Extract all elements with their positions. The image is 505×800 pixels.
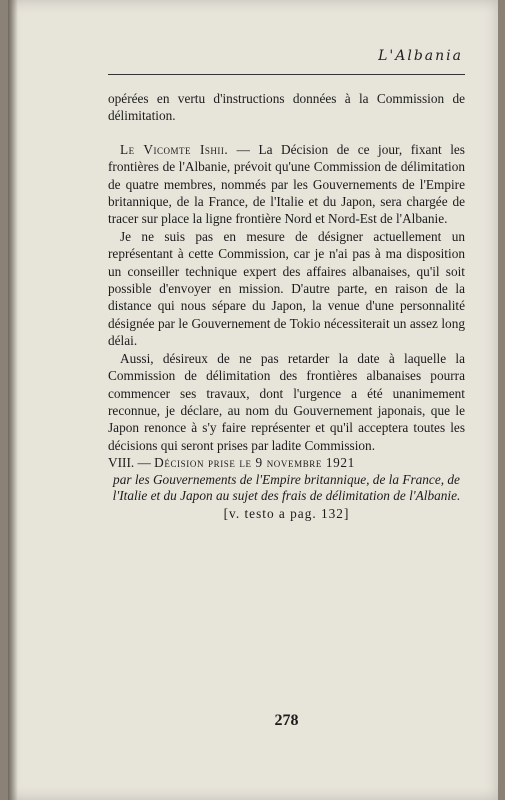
paragraph-declaration: Aussi, désireux de ne pas retarder la date à laquelle la Commission de délimitation des frontières albanaises pourra commencer ses travaux, dont l'urgence a été unanimement reconnue, je déclare, au nom du Gouvernement japonais, que le Japon renonce à s'y faire représenter et qu'il acceptera toutes les décisions qui seront prises par ladite Commission.	[108, 350, 465, 453]
running-head: L'Albania	[378, 48, 463, 64]
paragraph-continuation: opérées en vertu d'instructions données à la Commission de délimitation.	[108, 91, 465, 124]
page-body	[108, 90, 465, 522]
section-title: Décision prise le 9 novembre 1921	[154, 455, 355, 471]
header-rule	[108, 74, 465, 75]
page-gutter-shadow	[8, 0, 18, 800]
paragraph-representative: Je ne suis pas en mesure de désigner actuellement un représentant à cette Commission, car je n'ai pas à ma disposition un conseiller technique expert des affaires albanaises, qu'il soit possible d'envoyer en mission. D'autre parte, en raison de la distance qui nous sépare du Japon, la venue d'une personnalité désignée par le Gouvernement de Tokio nécessiterait un assez long délai.	[108, 228, 465, 349]
book-page	[8, 0, 498, 800]
section-subtitle: par les Gouvernements de l'Empire britannique, de la France, de l'Italie et du Japon au sujet des frais de délimitation de l'Albanie.	[112, 471, 461, 504]
speaker-name: Le Vicomte Ishii.	[120, 141, 229, 157]
text-reference: [v. testo a pag. 132]	[223, 505, 350, 521]
statement-text: — La Décision de ce jour, fixant les frontières de l'Albanie, prévoit qu'une Commission de délimitation de quatre membres, nommés par les Gouvernements de l'Empire britannique, de la France, de l'Italie et du Japon, sera chargée de tracer sur place la ligne frontière Nord et Nord-Est de l'Albanie.	[108, 141, 465, 227]
page-number: 278	[274, 712, 299, 729]
paragraph-gap	[108, 125, 465, 141]
section-number: VIII. —	[108, 455, 155, 471]
paragraph-ishii-statement	[108, 141, 465, 228]
section-heading	[108, 454, 465, 471]
